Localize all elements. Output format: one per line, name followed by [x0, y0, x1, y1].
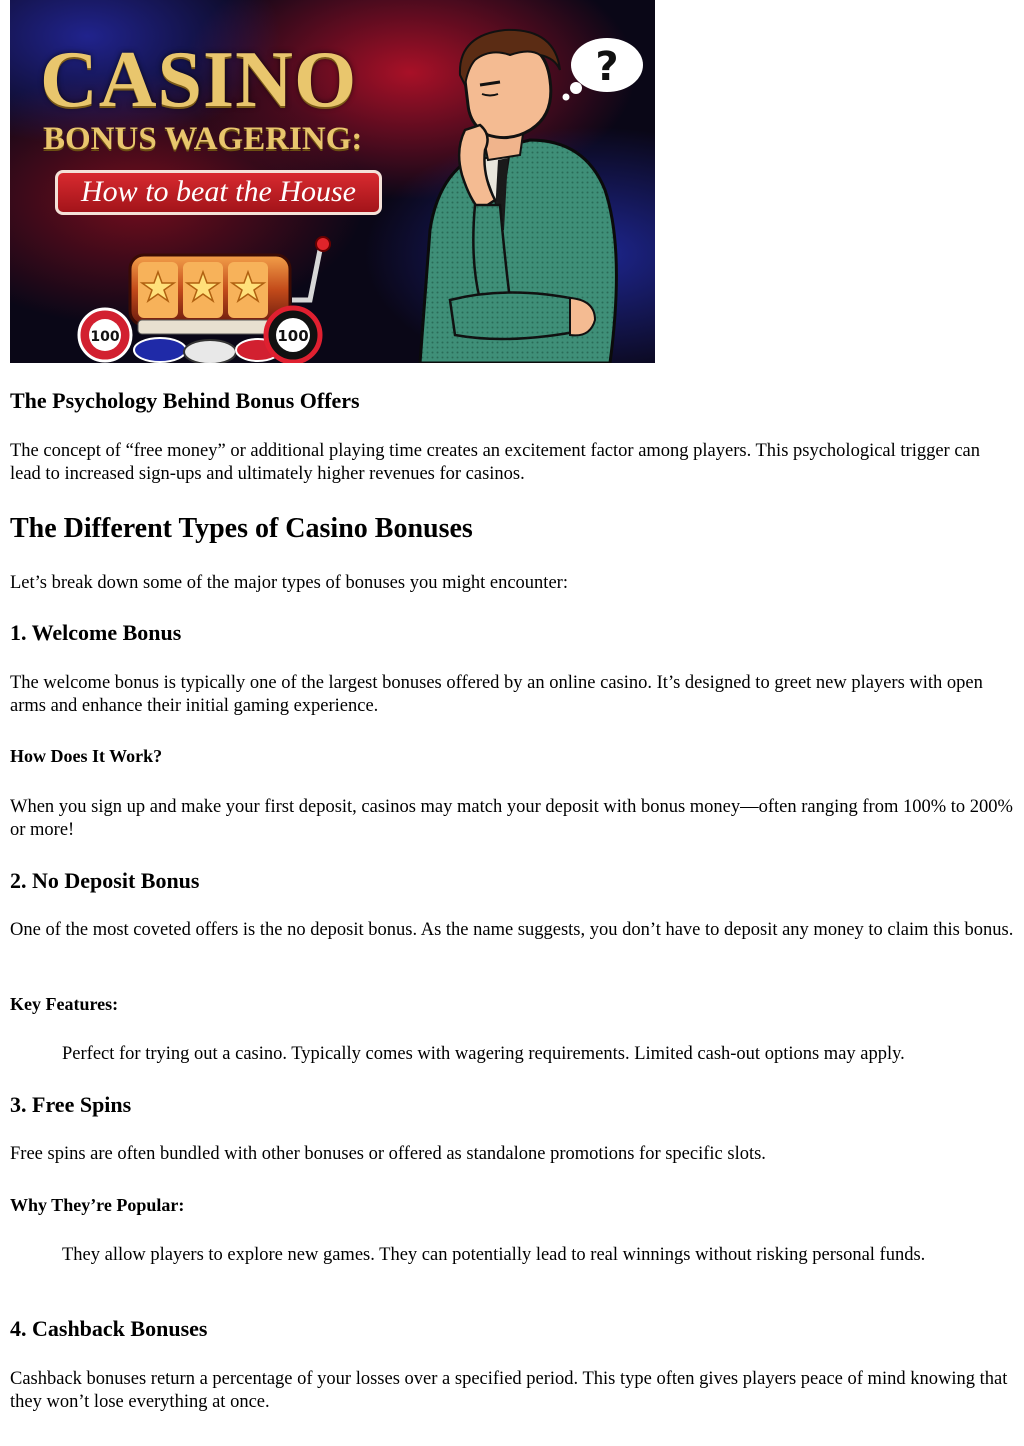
paragraph-free-spins: Free spins are often bundled with other bonuses or offered as standalone promotions for specific slots. [10, 1144, 766, 1164]
sub-heading-key-features: Key Features: [10, 994, 119, 1014]
section-heading-cashback-bonuses: 4. Cashback Bonuses [10, 1316, 208, 1341]
section-heading-no-deposit-bonus: 2. No Deposit Bonus [10, 868, 200, 893]
section-heading-welcome-bonus: 1. Welcome Bonus [10, 620, 182, 645]
chip-label-right: 100 [277, 327, 309, 345]
hero-title: CASINO [40, 36, 358, 124]
paragraph-welcome-bonus: The welcome bonus is typically one of the largest bonuses offered by an online casino. It’s designed to greet new players with open arms and enhance their initial gaming experience. [10, 673, 983, 716]
sub-heading-why-popular: Why They’re Popular: [10, 1195, 185, 1215]
paragraph-types-intro: Let’s break down some of the major types of bonuses you might encounter: [10, 573, 568, 593]
paragraph-cashback-bonuses: Cashback bonuses return a percentage of your losses over a specified period. This type often gives players peace of mind knowing that they won’t lose everything at once. [10, 1369, 1008, 1412]
question-mark-text: ? [595, 44, 619, 90]
paragraph-psychology: The concept of “free money” or additional playing time creates an excitement factor among players. This psychological trigger can lead to increased sign-ups and ultimately higher revenues for casinos. [10, 441, 981, 484]
chip-label-left: 100 [90, 329, 120, 345]
list-why-popular: They allow players to explore new games. They can potentially lead to real winnings without risking personal funds. [62, 1245, 926, 1265]
list-key-features: Perfect for trying out a casino. Typically comes with wagering requirements. Limited cash-out options may apply. [62, 1044, 905, 1064]
section-heading-psychology: The Psychology Behind Bonus Offers [10, 388, 360, 413]
section-heading-types: The Different Types of Casino Bonuses [10, 513, 473, 544]
paragraph-how-it-works: When you sign up and make your first deposit, casinos may match your deposit with bonus money—often ranging from 100% to 200% or more! [10, 797, 1013, 840]
hero-subtitle: BONUS WAGERING: [43, 121, 363, 157]
hero-tagline-badge: How to beat the House [55, 170, 382, 215]
section-heading-free-spins: 3. Free Spins [10, 1092, 132, 1117]
paragraph-no-deposit-bonus: One of the most coveted offers is the no deposit bonus. As the name suggests, you don’t have to deposit any money to claim this bonus. [10, 920, 1014, 940]
hero-banner-image [10, 0, 655, 363]
sub-heading-how-it-works: How Does It Work? [10, 746, 163, 766]
